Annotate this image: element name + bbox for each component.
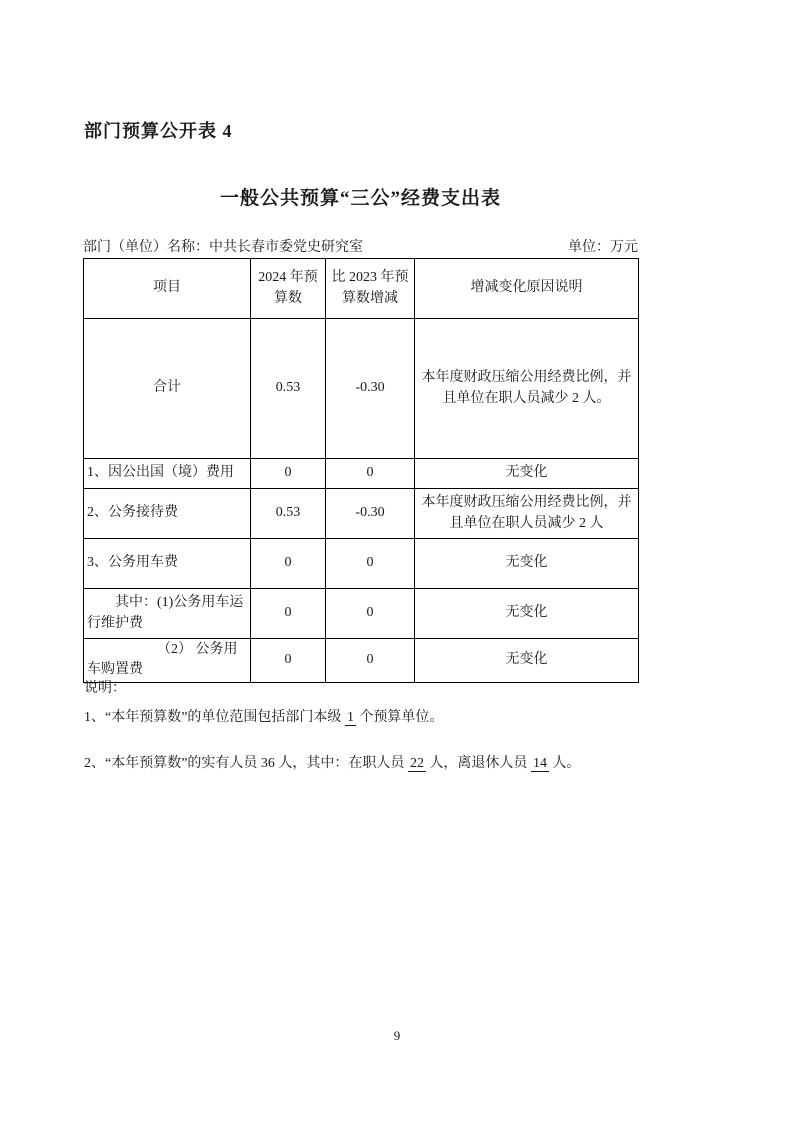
note-2: [84, 754, 646, 774]
cell-item: （2） 公务用车购置费: [84, 639, 251, 683]
cell-item: 其中：(1)公务用车运行维护费: [84, 589, 251, 639]
note-1-underlined-value: 1: [346, 710, 354, 726]
cell-reason: 无变化: [415, 639, 639, 683]
note-1-text: 1、“本年预算数”的单位范围包括部门本级: [84, 710, 345, 726]
notes-heading: 说明：: [84, 681, 126, 696]
page-number: 9: [393, 1028, 401, 1043]
cell-item: 3、公务用车费: [84, 539, 251, 589]
note-2-text: 人，离退休人员: [425, 755, 531, 771]
page-title: 部门预算公开表 4: [84, 121, 233, 141]
cell-reason: 本年度财政压缩公用经费比例，并且单位在职人员减少 2 人: [415, 489, 639, 539]
cell-change-vs-2023: 0: [326, 459, 415, 489]
cell-change-vs-2023: -0.30: [326, 489, 415, 539]
note-1-text: 个预算单位。: [355, 710, 444, 726]
table-header-row: [84, 259, 639, 319]
cell-change-vs-2023: 0: [326, 589, 415, 639]
cell-budget-2024: 0: [251, 639, 326, 683]
table-row-total: [84, 319, 639, 459]
header-item: 项目: [84, 259, 251, 319]
department-name: 部门（单位）名称：中共长春市委党史研究室: [83, 240, 363, 255]
cell-change-vs-2023: 0: [326, 539, 415, 589]
table-row-vehicle-expense: [84, 539, 639, 589]
table-title: 一般公共预算“三公”经费支出表: [219, 188, 501, 209]
header-reason: 增减变化原因说明: [415, 259, 639, 319]
cell-reason: 无变化: [415, 459, 639, 489]
cell-budget-2024: 0.53: [251, 489, 326, 539]
cell-budget-2024: 0: [251, 459, 326, 489]
cell-item: 合计: [84, 319, 251, 459]
note-2-text: 人。: [548, 755, 581, 771]
cell-reason: 无变化: [415, 539, 639, 589]
cell-budget-2024: 0: [251, 589, 326, 639]
note-1: [84, 708, 646, 728]
cell-budget-2024: 0: [251, 539, 326, 589]
cell-change-vs-2023: 0: [326, 639, 415, 683]
header-change-vs-2023: 比 2023 年预算数增减: [326, 259, 415, 319]
cell-change-vs-2023: -0.30: [326, 319, 415, 459]
table-row-vehicle-purchase: [84, 639, 639, 683]
notes-section: [84, 679, 646, 774]
note-2-underlined-value: 22: [409, 755, 424, 771]
cell-item: 2、公务接待费: [84, 489, 251, 539]
cell-reason: 本年度财政压缩公用经费比例，并且单位在职人员减少 2 人。: [415, 319, 639, 459]
cell-reason: 无变化: [415, 589, 639, 639]
note-2-text: 2、“本年预算数”的实有人员 36 人，其中：在职人员: [84, 755, 408, 771]
cell-budget-2024: 0.53: [251, 319, 326, 459]
cell-item: 1、因公出国（境）费用: [84, 459, 251, 489]
header-budget-2024: 2024 年预算数: [251, 259, 326, 319]
table-row-abroad-expense: [84, 459, 639, 489]
table-meta-row: [83, 236, 638, 256]
unit-label: 单位：万元: [568, 240, 638, 255]
budget-table: [83, 258, 639, 683]
table-row-reception-expense: [84, 489, 639, 539]
note-2-underlined-value: 14: [532, 755, 547, 771]
table-row-vehicle-maintenance: [84, 589, 639, 639]
